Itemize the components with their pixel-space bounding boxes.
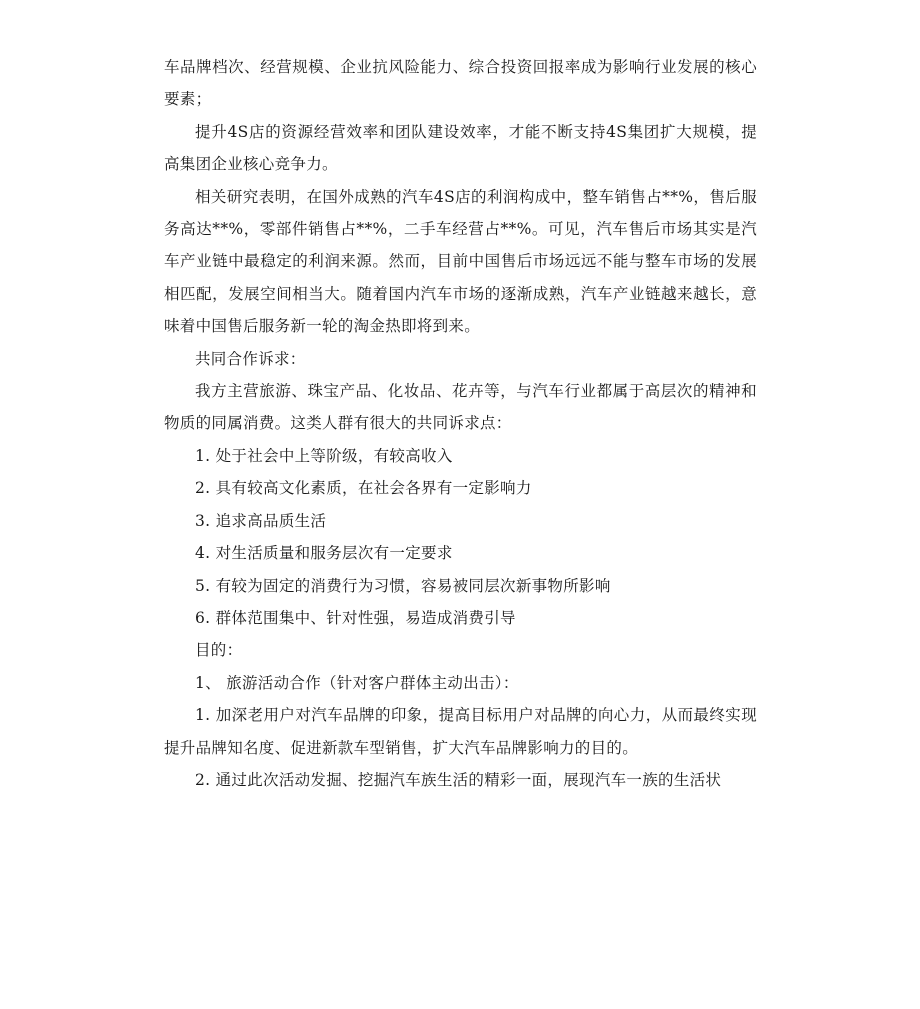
- list-item-6: 6. 群体范围集中、针对性强，易造成消费引导: [195, 608, 516, 627]
- paragraph-cooperation-heading: 共同合作诉求：: [195, 349, 306, 368]
- list-item-4: 4. 对生活质量和服务层次有一定要求: [195, 544, 453, 563]
- paragraph-core-factors: 车品牌档次、经营规模、企业抗风险能力、综合投资回报率成为影响行业发展的核心要素；: [164, 58, 757, 109]
- paragraph-profit-research: 相关研究表明，在国外成熟的汽车4S店的利润构成中，整车销售占**%，售后服务高达**%，零部件销售占**%，二手车经营占**%。可见，汽车售后市场其实是汽车产业链中最稳定的利润来源。然而，目前中国售后市场远远不能与整车市场的发展相匹配，发展空间相当大。随着国内汽车市场的逐渐成熟，汽车产业链越来越长，意味着中国售后服务新一轮的淘金热即将到来。: [164, 187, 757, 336]
- list-item-1: 1. 处于社会中上等阶级，有较高收入: [195, 446, 453, 465]
- list-item-3: 3. 追求高品质生活: [195, 511, 327, 530]
- paragraph-travel-cooperation: 1、 旅游活动合作（针对客户群体主动出击）：: [195, 673, 519, 692]
- document-body: [164, 51, 757, 796]
- paragraph-business-scope: 我方主营旅游、珠宝产品、化妆品、花卉等，与汽车行业都属于高层次的精神和物质的同属消费。这类人群有很大的共同诉求点：: [164, 382, 757, 433]
- paragraph-purpose-2: 2. 通过此次活动发掘、挖掘汽车族生活的精彩一面，展现汽车一族的生活状: [195, 770, 722, 789]
- paragraph-efficiency: 提升4S店的资源经营效率和团队建设效率，才能不断支持4S集团扩大规模，提高集团企业核心竞争力。: [164, 122, 757, 174]
- paragraph-purpose-1: 1. 加深老用户对汽车品牌的印象，提高目标用户对品牌的向心力，从而最终实现提升品牌知名度、促进新款车型销售，扩大汽车品牌影响力的目的。: [164, 706, 757, 757]
- list-item-5: 5. 有较为固定的消费行为习惯，容易被同层次新事物所影响: [195, 576, 611, 595]
- paragraph-purpose-heading: 目的：: [195, 641, 243, 660]
- list-item-2: 2. 具有较高文化素质，在社会各界有一定影响力: [195, 479, 532, 498]
